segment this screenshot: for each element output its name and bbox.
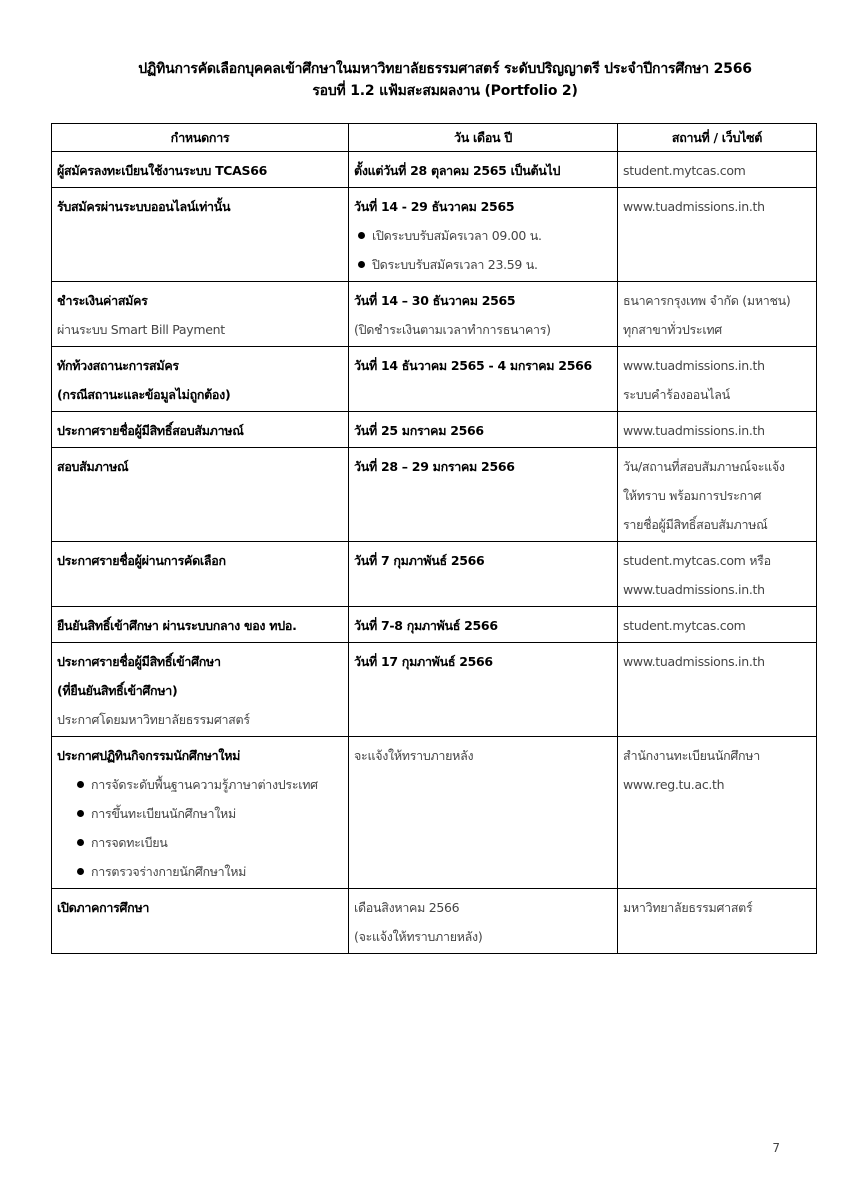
place-cell xyxy=(618,282,817,347)
place-cell xyxy=(618,448,817,542)
place-cell xyxy=(618,889,817,954)
page-number: 7 xyxy=(772,1141,780,1155)
place-text: www.tuadmissions.in.th xyxy=(623,582,765,597)
bullet-item: การจัดระดับพื้นฐานความรู้ภาษาต่างประเทศ xyxy=(57,770,343,799)
date-cell xyxy=(349,412,618,448)
schedule-text: ผู้สมัครลงทะเบียนใช้งานระบบ TCAS66 xyxy=(57,163,268,178)
table-row xyxy=(52,282,817,347)
table-header-row xyxy=(52,124,817,152)
date-cell xyxy=(349,542,618,607)
place-cell xyxy=(618,412,817,448)
schedule-cell xyxy=(52,347,349,412)
schedule-cell xyxy=(52,282,349,347)
place-cell xyxy=(618,643,817,737)
table-row xyxy=(52,448,817,542)
header-date: วัน เดือน ปี xyxy=(349,124,618,152)
place-cell xyxy=(618,607,817,643)
bullet-item: เปิดระบบรับสมัครเวลา 09.00 น. xyxy=(354,221,612,250)
schedule-text: (กรณีสถานะและข้อมูลไม่ถูกต้อง) xyxy=(57,387,231,402)
place-text: รายชื่อผู้มีสิทธิ์สอบสัมภาษณ์ xyxy=(623,517,768,532)
place-cell xyxy=(618,152,817,188)
bullet-item: การจดทะเบียน xyxy=(57,828,343,857)
date-text: วันที่ 14 - 29 ธันวาคม 2565 xyxy=(354,199,515,214)
schedule-note: ผ่านระบบ Smart Bill Payment xyxy=(57,322,225,337)
schedule-table xyxy=(51,123,817,954)
date-cell xyxy=(349,737,618,889)
date-text: วันที่ 14 ธันวาคม 2565 - 4 มกราคม 2566 xyxy=(354,358,592,373)
date-text: จะแจ้งให้ทราบภายหลัง xyxy=(354,748,474,763)
date-cell xyxy=(349,282,618,347)
place-text: student.mytcas.com xyxy=(623,163,746,178)
place-text: ธนาคารกรุงเทพ จำกัด (มหาชน) xyxy=(623,293,791,308)
table-row xyxy=(52,542,817,607)
place-text: วัน/สถานที่สอบสัมภาษณ์จะแจ้ง xyxy=(623,459,785,474)
place-text: www.tuadmissions.in.th xyxy=(623,199,765,214)
date-text: วันที่ 7-8 กุมภาพันธ์ 2566 xyxy=(354,618,498,633)
date-text: วันที่ 14 – 30 ธันวาคม 2565 xyxy=(354,293,516,308)
schedule-text: ทักท้วงสถานะการสมัคร xyxy=(57,358,179,373)
bullet-item: การขึ้นทะเบียนนักศึกษาใหม่ xyxy=(57,799,343,828)
schedule-text: เปิดภาคการศึกษา xyxy=(57,900,150,915)
schedule-text: (ที่ยืนยันสิทธิ์เข้าศึกษา) xyxy=(57,683,178,698)
schedule-cell xyxy=(52,889,349,954)
schedule-note: ประกาศโดยมหาวิทยาลัยธรรมศาสตร์ xyxy=(57,712,250,727)
place-text: student.mytcas.com หรือ xyxy=(623,553,771,568)
document-subtitle: รอบที่ 1.2 แฟ้มสะสมผลงาน (Portfolio 2) xyxy=(312,83,578,99)
place-text: www.tuadmissions.in.th xyxy=(623,654,765,669)
date-note: (จะแจ้งให้ทราบภายหลัง) xyxy=(354,929,483,944)
table-row xyxy=(52,643,817,737)
place-cell xyxy=(618,188,817,282)
table-row xyxy=(52,188,817,282)
date-cell xyxy=(349,152,618,188)
table-row xyxy=(52,889,817,954)
table-row xyxy=(52,412,817,448)
schedule-cell xyxy=(52,412,349,448)
schedule-text: ประกาศรายชื่อผู้ผ่านการคัดเลือก xyxy=(57,553,226,568)
table-row xyxy=(52,152,817,188)
schedule-cell xyxy=(52,152,349,188)
date-cell xyxy=(349,643,618,737)
schedule-cell xyxy=(52,643,349,737)
date-cell xyxy=(349,889,618,954)
place-text: มหาวิทยาลัยธรรมศาสตร์ xyxy=(623,900,753,915)
place-text: ระบบคำร้องออนไลน์ xyxy=(623,387,730,402)
date-cell xyxy=(349,188,618,282)
bullet-item: ปิดระบบรับสมัครเวลา 23.59 น. xyxy=(354,250,612,279)
date-text: วันที่ 17 กุมภาพันธ์ 2566 xyxy=(354,654,493,669)
schedule-text: ยืนยันสิทธิ์เข้าศึกษา ผ่านระบบกลาง ของ ทปอ. xyxy=(57,618,297,633)
schedule-cell xyxy=(52,607,349,643)
document-title: ปฏิทินการคัดเลือกบุคคลเข้าศึกษาในมหาวิทยาลัยธรรมศาสตร์ ระดับปริญญาตรี ประจำปีการศึกษา 2566 xyxy=(138,61,752,77)
place-text: ทุกสาขาทั่วประเทศ xyxy=(623,322,722,337)
place-text: สำนักงานทะเบียนนักศึกษา xyxy=(623,748,760,763)
place-text: student.mytcas.com xyxy=(623,618,746,633)
date-text: ตั้งแต่วันที่ 28 ตุลาคม 2565 เป็นต้นไป xyxy=(354,163,561,178)
place-cell xyxy=(618,542,817,607)
place-text: www.tuadmissions.in.th xyxy=(623,358,765,373)
table-row xyxy=(52,737,817,889)
date-cell xyxy=(349,607,618,643)
place-text: www.reg.tu.ac.th xyxy=(623,777,725,792)
date-note: (ปิดชำระเงินตามเวลาทำการธนาคาร) xyxy=(354,322,551,337)
date-cell xyxy=(349,347,618,412)
place-cell xyxy=(618,347,817,412)
place-cell xyxy=(618,737,817,889)
date-text: เดือนสิงหาคม 2566 xyxy=(354,900,460,915)
schedule-cell xyxy=(52,737,349,889)
bullet-item: การตรวจร่างกายนักศึกษาใหม่ xyxy=(57,857,343,886)
schedule-text: ประกาศรายชื่อผู้มีสิทธิ์เข้าศึกษา xyxy=(57,654,221,669)
table-row xyxy=(52,607,817,643)
schedule-text: สอบสัมภาษณ์ xyxy=(57,459,129,474)
schedule-text: รับสมัครผ่านระบบออนไลน์เท่านั้น xyxy=(57,199,231,214)
date-text: วันที่ 28 – 29 มกราคม 2566 xyxy=(354,459,515,474)
date-text: วันที่ 7 กุมภาพันธ์ 2566 xyxy=(354,553,485,568)
place-text: www.tuadmissions.in.th xyxy=(623,423,765,438)
header-schedule: กำหนดการ xyxy=(52,124,349,152)
schedule-text: ประกาศรายชื่อผู้มีสิทธิ์สอบสัมภาษณ์ xyxy=(57,423,244,438)
schedule-text: ชำระเงินค่าสมัคร xyxy=(57,293,148,308)
table-row xyxy=(52,347,817,412)
schedule-text: ประกาศปฏิทินกิจกรรมนักศึกษาใหม่ xyxy=(57,748,241,763)
schedule-cell xyxy=(52,188,349,282)
place-text: ให้ทราบ พร้อมการประกาศ xyxy=(623,488,762,503)
date-text: วันที่ 25 มกราคม 2566 xyxy=(354,423,484,438)
schedule-cell xyxy=(52,448,349,542)
date-cell xyxy=(349,448,618,542)
header-place: สถานที่ / เว็บไซต์ xyxy=(618,124,817,152)
schedule-cell xyxy=(52,542,349,607)
